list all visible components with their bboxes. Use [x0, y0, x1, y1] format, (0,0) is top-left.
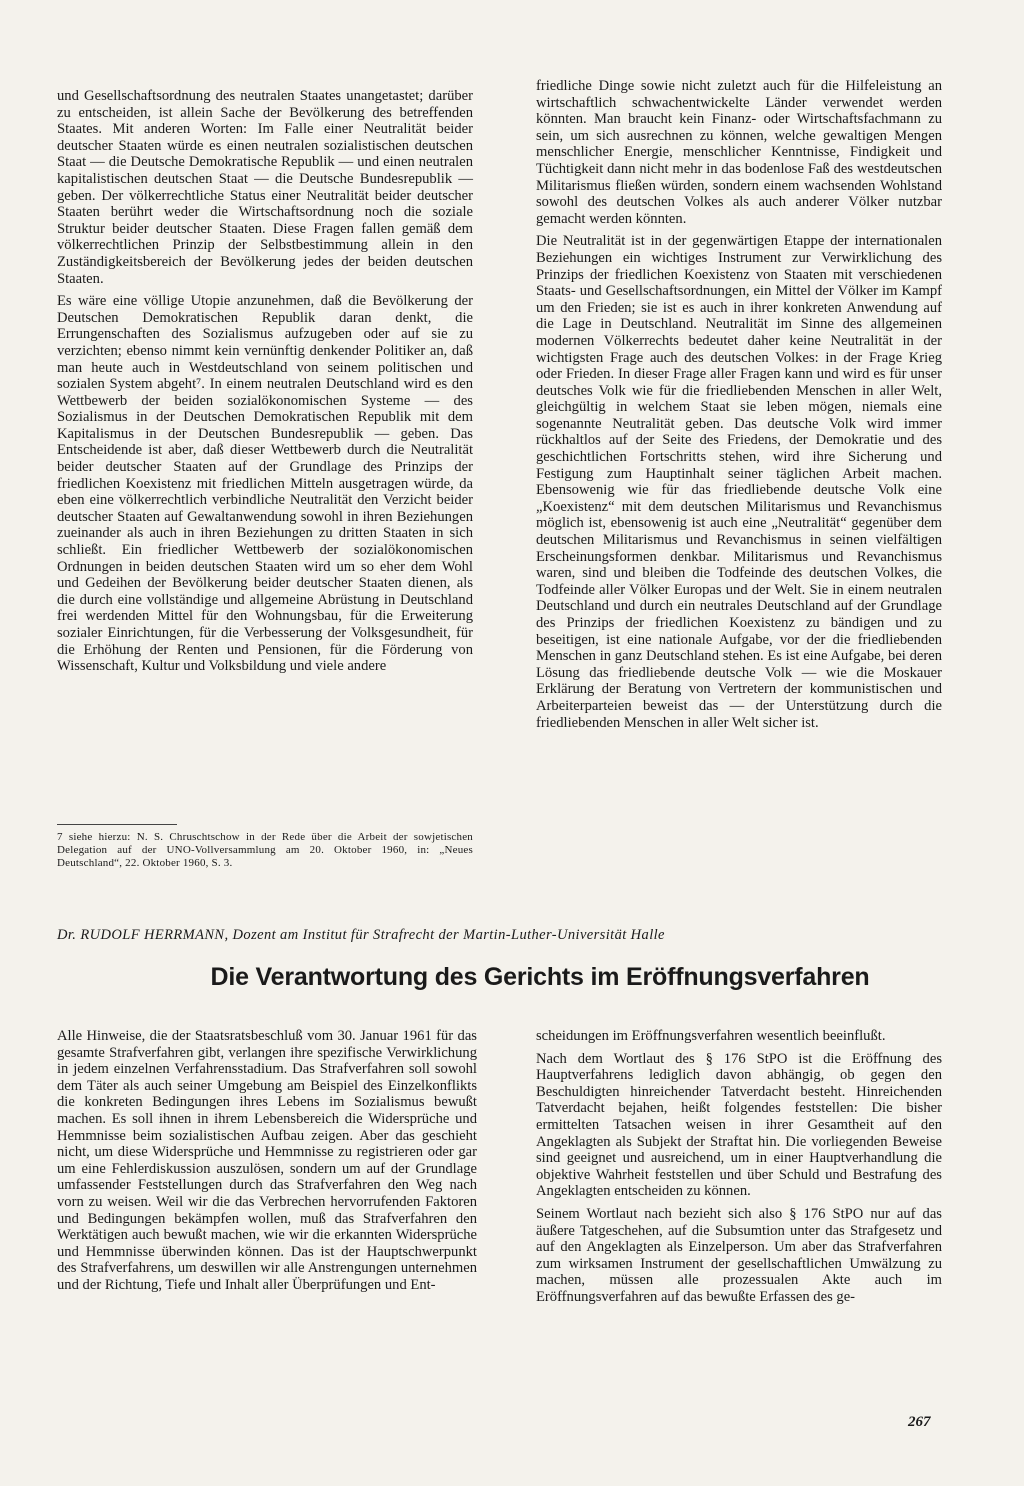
column-3: [57, 1028, 477, 1300]
column-4: [536, 1028, 942, 1312]
column-1: [57, 88, 473, 681]
footnote-divider: [57, 824, 177, 825]
column-2: [536, 78, 942, 737]
author-line: Dr. RUDOLF HERRMANN, Dozent am Institut für Strafrecht der Martin-Luther-Universität Halle: [57, 927, 665, 943]
page-number: 267: [908, 1414, 931, 1430]
body-paragraph: und Gesellschaftsordnung des neutralen Staates unangetastet; darüber zu entscheiden, ist allein Sache der Bevölkerung des betreffenden Staates. Mit anderen Worten: Im Falle einer Neutralität beider deutscher Staaten würde es einen neutralen sozialistischen deutschen Staat — die Deutsche Demokratische Republik — und einen neutralen kapitalistischen deutschen Staat — die Deutsche Bundesrepublik — geben. Der völkerrechtliche Status einer Neutralität beider deutscher Staaten berührt weder die Wirtschaftsordnung noch die soziale Struktur beider deutscher Staaten. Diese Fragen fallen gemäß dem völkerrechtlichen Prinzip der Selbstbestimmung allein in den Zuständigkeitsbereich der Bevölkerung jedes der beiden deutschen Staaten.: [57, 88, 473, 287]
body-paragraph: scheidungen im Eröffnungsverfahren wesentlich beeinflußt.: [536, 1028, 886, 1044]
body-paragraph: Die Neutralität ist in der gegenwärtigen Etappe der internationalen Beziehungen ein wichtiges Instrument zur Verwirklichung des Prinzips der friedlichen Koexistenz von Staaten mit verschiedenen Staats- und Gesellschaftsordnungen, ein Mittel der Völker im Kampf um den Frieden; sie ist es auch in ihrer konkreten Anwendung auf die Lage in Deutschland. Neutralität im Sinne des allgemeinen modernen Völkerrechts bedeutet daher keine Neutralität in der wichtigsten Frage auch des deutschen Volkes: in der Frage Krieg oder Frieden. In dieser Frage aller Fragen kann und wird es für unser deutsches Volk wie für die friedliebenden Menschen in aller Welt, gleichgültig in welchem Staat sie leben mögen, niemals eine sogenannte Neutralität geben. Das deutsche Volk wird immer rückhaltlos auf der Seite des Friedens, der Demokratie und des geschichtlichen Fortschritts stehen, wird ihre Sicherung und Festigung zum Hauptinhalt seiner täglichen Arbeit machen. Ebensowenig wie für das friedliebende deutsche Volk eine „Koexistenz“ mit dem deutschen Militarismus und Revanchismus möglich ist, ebensowenig ist auch eine „Neutralität“ gegenüber dem deutschen Militarismus und Revanchismus in seinen vielfältigen Erscheinungsformen denkbar. Militarismus und Revanchismus waren, sind und bleiben die Todfeinde des deutschen Volkes, die Todfeinde aller Völker Europas und der Welt. Sie in einem neutralen Deutschland und durch ein neutrales Deutschland auf der Grundlage des Prinzips der friedlichen Koexistenz zu bändigen und zu beseitigen, ist eine nationale Aufgabe, vor der die friedliebenden Menschen in ganz Deutschland stehen. Es ist eine Aufgabe, bei deren Lösung das friedliebende deutsche Volk — wie die Moskauer Erklärung der Beratung von Vertretern der kommunistischen und Arbeiterparteien beweist das — der Unterstützung durch die friedliebenden Menschen in aller Welt sicher ist.: [536, 233, 942, 731]
body-paragraph: Seinem Wortlaut nach bezieht sich also § 176 StPO nur auf das äußere Tatgeschehen, auf die Subsumtion unter das Strafgesetz und auf den Angeklagten als Einzelperson. Um aber das Strafverfahren zum wirksamen Instrument der gesellschaftlichen Umwälzung zu machen, müssen alle prozessualen Akte auch im Eröffnungsverfahren auf das bewußte Erfassen des ge-: [536, 1205, 942, 1305]
body-paragraph: Nach dem Wortlaut des § 176 StPO ist die Eröffnung des Hauptverfahrens lediglich davon abhängig, ob gegen den Beschuldigten hinreichender Tatverdacht besteht. Hinreichenden Tatverdacht bejahen, heißt folgendes feststellen: Die bisher ermittelten Tatsachen weisen in ihrer Gesamtheit auf den Angeklagten als Subjekt der Straftat hin. Die vorliegenden Beweise sind geeignet und ausreichend, um in einer Hauptverhandlung die objektive Wahrheit feststellen und über Schuld und Bestrafung des Angeklagten entscheiden zu können.: [536, 1050, 942, 1200]
body-paragraph: Alle Hinweise, die der Staatsratsbeschluß vom 30. Januar 1961 für das gesamte Strafverfahren gibt, verlangen ihre spezifische Verwirklichung in jedem einzelnen Verfahrensstadium. Das Strafverfahren soll sowohl dem Täter als auch seiner Umgebung am Beispiel des Einzelkonflikts die konkreten Bedingungen ihres Lebens im Sozialismus bewußt machen. Es soll ihnen in ihrem Lebensbereich die Widersprüche und Hemmnisse beim sozialistischen Aufbau zeigen. Aber das geschieht nicht, um diese Widersprüche und Hemmnisse zu registrieren oder gar um eine Fehlerdiskussion auszulösen, sondern um auf der Grundlage umfassender Feststellungen durch das Strafverfahren den Weg nach vorn zu weisen. Weil wir die das Verbrechen hervorrufenden Faktoren und Bedingungen bekämpfen wollen, muß das Strafverfahren den Werktätigen auch bewußt machen, wie wir die erkannten Widersprüche und Hemmnisse überwinden können. Das ist der Hauptschwerpunkt des Strafverfahrens, um deswillen wir alle Anstrengungen unternehmen und der Richtung, Tiefe und Inhalt aller Überprüfungen und Ent-: [57, 1028, 477, 1293]
article-headline: Die Verantwortung des Gerichts im Eröffnungsverfahren: [210, 963, 870, 991]
body-paragraph: Es wäre eine völlige Utopie anzunehmen, daß die Bevölkerung der Deutschen Demokratischen Republik daran denkt, die Errungenschaften des Sozialismus aufzugeben oder auf sie zu verzichten; ebenso nimmt kein vernünftig denkender Politiker an, daß man heute auch in Westdeutschland von seinem politischen und sozialen System abgeht⁷. In einem neutralen Deutschland wird es den Wettbewerb der beiden sozialökonomischen Systeme — des Sozialismus in der Deutschen Demokratischen Republik mit dem Kapitalismus in der Deutschen Bundesrepublik — geben. Das Entscheidende ist aber, daß dieser Wettbewerb durch die Neutralität beider deutscher Staaten auf der Grundlage des Prinzips der friedlichen Koexistenz mit friedlichen Mitteln ausgetragen würde, da eben eine völkerrechtlich verbindliche Neutralität den Verzicht beider deutscher Staaten auf Gewaltanwendung sowohl in ihren Beziehungen zueinander als auch in ihren Beziehungen zu dritten Staaten in sich schließt. Ein friedlicher Wettbewerb der sozialökonomischen Ordnungen in beiden deutschen Staaten wird um so eher dem Wohl und Gedeihen der Bevölkerung beider deutscher Staaten dienen, als die durch eine vollständige und allgemeine Abrüstung in Deutschland frei werdenden Mittel für den Wohnungsbau, für die Erweiterung sozialer Einrichtungen, für die Verbesserung der Volksgesundheit, für die Erhöhung der Renten und Pensionen, für die Förderung von Wissenschaft, Kultur und Volksbildung und viele andere: [57, 293, 473, 675]
body-paragraph: friedliche Dinge sowie nicht zuletzt auch für die Hilfeleistung an wirtschaftlich schwachentwickelte Länder verwendet werden könnten. Man braucht kein Finanz- oder Wirtschaftsfachmann zu sein, um sich ausrechnen zu können, welche gewaltigen Mengen menschlicher Energie, menschlicher Kenntnisse, Findigkeit und Tüchtigkeit dann nicht mehr in das bodenlose Faß des westdeutschen Militarismus fließen würden, sondern einem wachsenden Wohlstand sowohl des deutschen Volkes als auch anderer Völker nutzbar gemacht werden könnten.: [536, 78, 942, 227]
footnote: 7 siehe hierzu: N. S. Chruschtschow in der Rede über die Arbeit der sowjetischen Delegation auf der UNO-Vollversammlung am 20. Oktober 1960, in: „Neues Deutschland“, 22. Oktober 1960, S. 3.: [57, 831, 473, 869]
